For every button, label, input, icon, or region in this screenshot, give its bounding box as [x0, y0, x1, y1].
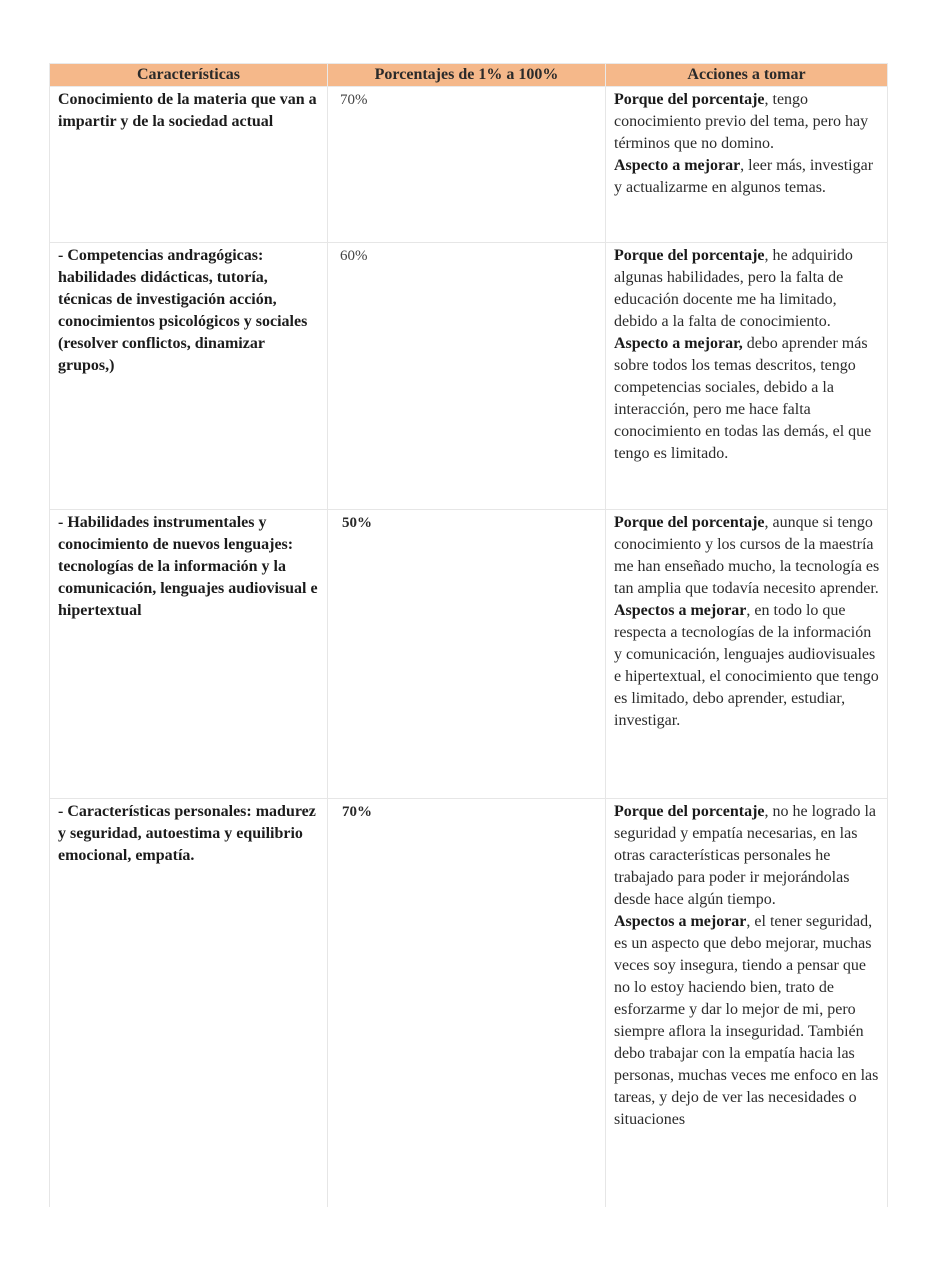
improve-label: Aspecto a mejorar: [614, 157, 741, 174]
why-paragraph: [614, 801, 881, 911]
characteristic-cell: Conocimiento de la materia que van a impartir y de la sociedad actual: [50, 87, 328, 243]
why-text: , he adquirido algunas habilidades, pero la falta de educación docente me ha limitado, debido a la falta de conocimiento.: [614, 247, 853, 330]
table-row: [50, 799, 888, 1208]
why-text: , no he logrado la seguridad y empatía necesarias, en las otras características personales he trabajado para poder ir mejorándolas desde hace algún tiempo.: [614, 803, 877, 908]
improve-text: , leer más, investigar y actualizarme en algunos temas.: [614, 157, 874, 196]
why-paragraph: [614, 89, 881, 155]
why-paragraph: [614, 245, 881, 333]
self-assessment-table: [49, 63, 888, 1207]
table-header-row: [50, 64, 888, 87]
improve-text: , el tener seguridad, es un aspecto que debo mejorar, muchas veces soy insegura, tiendo a pensar que no lo estoy haciendo bien, trato de esforzarme y dar lo mejor de mi, pero siempre aflora la inseguridad. También debo trabajar con la empatía hacia las personas, muchas veces me enfoco en las tareas, y dejo de ver las necesidades o situaciones: [614, 913, 879, 1128]
improve-paragraph: [614, 155, 881, 199]
characteristic-cell: - Habilidades instrumentales y conocimiento de nuevos lenguajes: tecnologías de la información y la comunicación, lenguajes audiovisual e hipertextual: [50, 510, 328, 799]
actions-cell: [606, 510, 888, 799]
why-text: , tengo conocimiento previo del tema, pero hay términos que no domino.: [614, 91, 869, 152]
actions-cell: [606, 87, 888, 243]
improve-label: Aspectos a mejorar: [614, 913, 747, 930]
actions-cell: [606, 243, 888, 510]
why-label: Porque del porcentaje: [614, 247, 765, 264]
actions-cell: [606, 799, 888, 1208]
improve-paragraph: [614, 333, 881, 465]
why-paragraph: [614, 512, 881, 600]
improve-label: Aspectos a mejorar: [614, 602, 747, 619]
improve-paragraph: [614, 911, 881, 1131]
characteristic-cell: - Características personales: madurez y seguridad, autoestima y equilibrio emocional, empatía.: [50, 799, 328, 1208]
percentage-cell: 70%: [328, 799, 606, 1208]
header-caracteristicas: Características: [50, 64, 328, 87]
why-label: Porque del porcentaje: [614, 514, 765, 531]
improve-text: , en todo lo que respecta a tecnologías de la información y comunicación, lenguajes audiovisuales e hipertextual, el conocimiento que tengo es limitado, debo aprender, estudiar, investigar.: [614, 602, 879, 729]
improve-label: Aspecto a mejorar,: [614, 335, 743, 352]
why-label: Porque del porcentaje: [614, 91, 765, 108]
percentage-cell: 70%: [328, 87, 606, 243]
percentage-cell: 50%: [328, 510, 606, 799]
percentage-cell: 60%: [328, 243, 606, 510]
table-row: [50, 243, 888, 510]
header-porcentajes: Porcentajes de 1% a 100%: [328, 64, 606, 87]
improve-paragraph: [614, 600, 881, 732]
header-acciones: Acciones a tomar: [606, 64, 888, 87]
table-row: [50, 87, 888, 243]
characteristic-cell: - Competencias andragógicas: habilidades didácticas, tutoría, técnicas de investigación acción, conocimientos psicológicos y sociales (resolver conflictos, dinamizar grupos,): [50, 243, 328, 510]
why-text: , aunque si tengo conocimiento y los cursos de la maestría me han enseñado mucho, la tecnología es tan amplia que todavía necesito aprender.: [614, 514, 880, 597]
table-row: [50, 510, 888, 799]
improve-text: debo aprender más sobre todos los temas descritos, tengo competencias sociales, debido a la interacción, pero me hace falta conocimiento en todas las demás, el que tengo es limitado.: [614, 335, 872, 462]
why-label: Porque del porcentaje: [614, 803, 765, 820]
